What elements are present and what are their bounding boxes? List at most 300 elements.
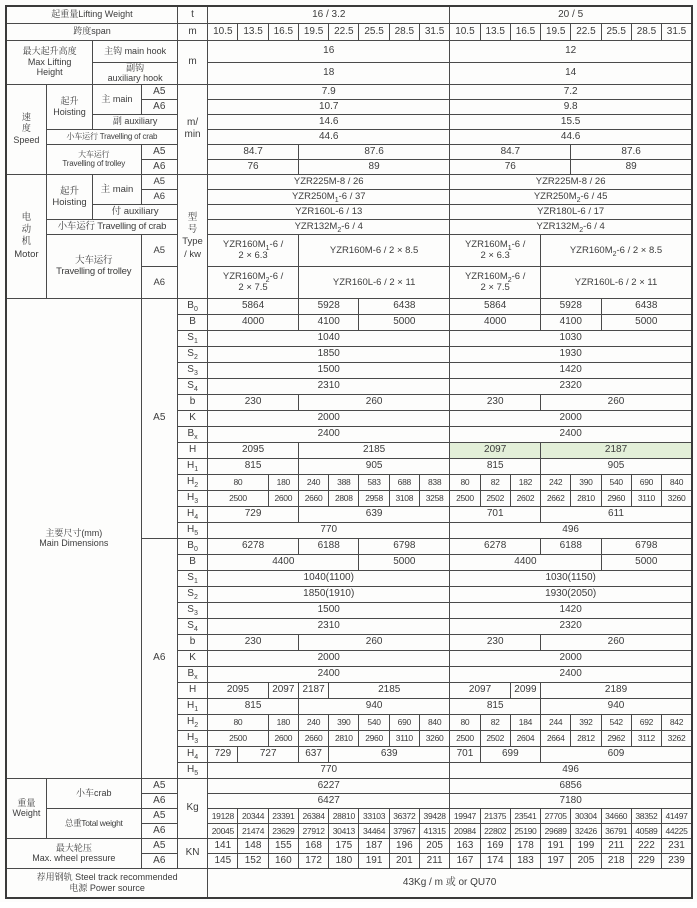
cell: 540 <box>601 474 631 490</box>
dim-s1: $S_1$ <box>177 330 207 346</box>
cell: 260 <box>298 634 449 650</box>
grade-a6: A6 <box>141 853 177 868</box>
cell: 23391 <box>268 808 298 823</box>
cell: $YZR160M_2-6 / 2 \times 8.5$ <box>541 234 692 266</box>
cell: 30413 <box>329 823 359 838</box>
cell: 28.5 <box>389 23 419 40</box>
label-weight: 重量 Weight <box>6 778 46 838</box>
cell: 1030 <box>450 330 692 346</box>
cell: 239 <box>662 853 692 868</box>
cell: 13.5 <box>480 23 510 40</box>
cell: 2310 <box>208 378 450 394</box>
cell: 4400 <box>450 554 601 570</box>
unit-m: m <box>177 40 207 84</box>
cell: 32426 <box>571 823 601 838</box>
table-row <box>6 234 692 266</box>
cell: 10.5 <box>450 23 480 40</box>
cell: 80 <box>208 474 269 490</box>
cell: 21474 <box>238 823 268 838</box>
cell: 7.2 <box>450 84 692 99</box>
cell: 27912 <box>298 823 328 838</box>
cell: 2310 <box>208 618 450 634</box>
cell: $YZR132M_2-6 / 4$ <box>450 219 692 234</box>
dim-h2: $H_2$ <box>177 714 207 730</box>
cell: 815 <box>208 698 299 714</box>
cell: 496 <box>450 522 692 538</box>
dim-h1: $H_1$ <box>177 458 207 474</box>
cell: 244 <box>541 714 571 730</box>
cell: 2000 <box>450 650 692 666</box>
cell: 169 <box>480 838 510 853</box>
grade-a6: A6 <box>141 189 177 204</box>
cell: 3262 <box>662 730 692 746</box>
cell: 34660 <box>601 808 631 823</box>
cell: 163 <box>450 838 480 853</box>
highlighted-cell-2187: 2187 <box>541 442 692 458</box>
cell: 2602 <box>510 490 540 506</box>
label-max-lifting-height: 最大起升高度 Max Lifting Height <box>6 40 93 84</box>
cell: 6856 <box>450 778 692 793</box>
cell: $YZR160M_2-6$ / 2 × 7.5 <box>450 266 541 298</box>
cell: 160 <box>268 853 298 868</box>
label-hoisting: 起升 Hoisting <box>46 84 92 129</box>
cell: 22.5 <box>329 23 359 40</box>
cell: 2500 <box>208 490 269 506</box>
label-auxiliary-hook: 副钩 auxiliary hook <box>93 62 178 84</box>
cell: YZR160L-6 / 2 × 11 <box>298 266 449 298</box>
dim-s3: $S_3$ <box>177 362 207 378</box>
cell: 2810 <box>571 490 601 506</box>
label-hoisting: 起升 Hoisting <box>46 174 92 219</box>
label-main: 主 main <box>93 84 141 114</box>
table-row <box>6 40 692 62</box>
cell: 701 <box>450 506 541 522</box>
table-row <box>6 23 692 40</box>
cell: 175 <box>329 838 359 853</box>
cell: 82 <box>480 714 510 730</box>
table-row <box>6 6 692 23</box>
cell: 240 <box>298 714 328 730</box>
cell: 152 <box>238 853 268 868</box>
cell: 2660 <box>298 730 328 746</box>
cell: 542 <box>601 714 631 730</box>
label-travelling-of-trolley: 大车运行 Travelling of trolley <box>46 234 141 298</box>
label-travelling-of-crab: 小车运行 Travelling of crab <box>46 129 177 144</box>
cell: YZR180L-6 / 17 <box>450 204 692 219</box>
table-row <box>6 808 692 823</box>
cell: 688 <box>389 474 419 490</box>
cell: 260 <box>298 394 449 410</box>
cell: 31.5 <box>419 23 449 40</box>
cell: 583 <box>359 474 389 490</box>
cell: YZR160M-6 / 2 × 8.5 <box>298 234 449 266</box>
cell: 1030(1150) <box>450 570 692 586</box>
cell: 840 <box>419 714 449 730</box>
dim-s4: $S_4$ <box>177 378 207 394</box>
cell: 1040(1100) <box>208 570 450 586</box>
cell: 180 <box>268 474 298 490</box>
cell: 905 <box>541 458 692 474</box>
label-steel-track-power-source: 荐用钢轨 Steel track recommended 电源 Power source <box>6 868 208 898</box>
grade-a5: A5 <box>141 234 177 266</box>
cell: 2187 <box>298 682 328 698</box>
cell: 2812 <box>571 730 601 746</box>
cell: 5864 <box>450 298 541 314</box>
cell: 815 <box>450 698 541 714</box>
cell: 815 <box>450 458 541 474</box>
cell: 2000 <box>208 410 450 426</box>
cell: 637 <box>298 746 328 762</box>
unit-kg: Kg <box>177 778 207 838</box>
cell: 20344 <box>238 808 268 823</box>
dim-k: K <box>177 650 207 666</box>
cell: 6798 <box>601 538 692 554</box>
cell: 167 <box>450 853 480 868</box>
label-span: 跨度span <box>6 23 177 40</box>
cell: 19.5 <box>298 23 328 40</box>
cell: 13.5 <box>238 23 268 40</box>
cell: 692 <box>631 714 661 730</box>
unit-m: m <box>177 23 207 40</box>
cell: 5000 <box>601 314 692 330</box>
cell: 14 <box>450 62 692 84</box>
cell: 218 <box>601 853 631 868</box>
cell: 41315 <box>419 823 449 838</box>
cell: 2320 <box>450 618 692 634</box>
cell: 10.5 <box>208 23 238 40</box>
unit-m-min: m/ min <box>177 84 207 174</box>
cell: 727 <box>238 746 299 762</box>
cell: 178 <box>510 838 540 853</box>
table-row <box>6 298 692 314</box>
cell: 390 <box>571 474 601 490</box>
cell: 3258 <box>419 490 449 506</box>
cell: 205 <box>419 838 449 853</box>
cell: 168 <box>298 838 328 853</box>
cell: 3260 <box>419 730 449 746</box>
cell: 16.5 <box>268 23 298 40</box>
cell: 76 <box>450 159 571 174</box>
dim-h4: $H_4$ <box>177 506 207 522</box>
cell: 211 <box>601 838 631 853</box>
table-row <box>6 838 692 853</box>
cell: 3108 <box>389 490 419 506</box>
cell: 196 <box>389 838 419 853</box>
cell: 16 <box>208 40 450 62</box>
dim-s2: $S_2$ <box>177 346 207 362</box>
cell: 2097 <box>268 682 298 698</box>
cell: 2502 <box>480 490 510 506</box>
cell: 2185 <box>329 682 450 698</box>
cell: 230 <box>450 634 541 650</box>
dim-h: H <box>177 442 207 458</box>
cell: 6427 <box>208 793 450 808</box>
cell: 2400 <box>208 666 450 682</box>
label-max-wheel-pressure: 最大轮压 Max. wheel pressure <box>6 838 141 868</box>
cell: 15.5 <box>450 114 692 129</box>
cell: 145 <box>208 853 238 868</box>
cell: 2185 <box>298 442 449 458</box>
cell: 2600 <box>268 490 298 506</box>
dim-k: K <box>177 410 207 426</box>
grade-a6: A6 <box>141 538 177 778</box>
cell: 3110 <box>389 730 419 746</box>
cell: 20045 <box>208 823 238 838</box>
cell: 5000 <box>359 314 450 330</box>
cell: 25190 <box>510 823 540 838</box>
unit-type-kw: 型 号 Type / kw <box>177 174 207 298</box>
cell: 1930 <box>450 346 692 362</box>
label-main-hook: 主钩 main hook <box>93 40 178 62</box>
cell: 540 <box>359 714 389 730</box>
cell: 392 <box>571 714 601 730</box>
cell: 19128 <box>208 808 238 823</box>
cell: 388 <box>329 474 359 490</box>
cell: 197 <box>541 853 571 868</box>
cell: 1420 <box>450 362 692 378</box>
cell: 27705 <box>541 808 571 823</box>
cell: 80 <box>450 474 480 490</box>
cell: YZR225M-8 / 26 <box>450 174 692 189</box>
cell: 20984 <box>450 823 480 838</box>
cell: 205 <box>571 853 601 868</box>
cell: 4100 <box>298 314 359 330</box>
grade-a6: A6 <box>141 159 177 174</box>
cell: 23629 <box>268 823 298 838</box>
cell: 2660 <box>298 490 328 506</box>
cell: 2320 <box>450 378 692 394</box>
cell: 84.7 <box>208 144 299 159</box>
cell: 639 <box>329 746 450 762</box>
cell: 37967 <box>389 823 419 838</box>
dim-h4: $H_4$ <box>177 746 207 762</box>
table-row <box>6 174 692 189</box>
cell: YZR160L-6 / 2 × 11 <box>541 266 692 298</box>
cell: 22802 <box>480 823 510 838</box>
dim-s3: $S_3$ <box>177 602 207 618</box>
cell: 199 <box>571 838 601 853</box>
cell: 230 <box>450 394 541 410</box>
dim-s4: $S_4$ <box>177 618 207 634</box>
cell: 701 <box>450 746 480 762</box>
cell: 191 <box>541 838 571 853</box>
grade-a5: A5 <box>141 838 177 853</box>
dim-h: H <box>177 682 207 698</box>
label-auxiliary: 副 auxiliary <box>93 114 178 129</box>
table-row <box>6 84 692 99</box>
cell: 6278 <box>208 538 299 554</box>
cell: $YZR250M_2-6 / 45$ <box>450 189 692 204</box>
cell: 6798 <box>359 538 450 554</box>
dim-b: B <box>177 554 207 570</box>
cell: 87.6 <box>571 144 692 159</box>
dim-b0: $B_0$ <box>177 538 207 554</box>
cell: 2500 <box>450 490 480 506</box>
label-auxiliary: 付 auxiliary <box>93 204 178 219</box>
cell: 44.6 <box>208 129 450 144</box>
cell: 940 <box>298 698 449 714</box>
cell: 19947 <box>450 808 480 823</box>
unit-kn: KN <box>177 838 207 868</box>
label-lifting-weight: 起重量Lifting Weight <box>6 6 177 23</box>
label-travelling-of-trolley: 大车运行 Travelling of trolley <box>46 144 141 174</box>
cell: 4400 <box>208 554 359 570</box>
cell: 838 <box>419 474 449 490</box>
cell: YZR225M-8 / 26 <box>208 174 450 189</box>
cell: 22.5 <box>571 23 601 40</box>
dim-bx: $B_x$ <box>177 666 207 682</box>
cell: 41497 <box>662 808 692 823</box>
cell: 3260 <box>662 490 692 506</box>
cell: 180 <box>329 853 359 868</box>
cell: $YZR160M_1-6$ / 2 × 6.3 <box>208 234 299 266</box>
cell: 82 <box>480 474 510 490</box>
table-row <box>6 219 692 234</box>
capacity-20-5: 20 / 5 <box>450 6 692 23</box>
cell: 155 <box>268 838 298 853</box>
cell: 25.5 <box>359 23 389 40</box>
cell: 28810 <box>329 808 359 823</box>
cell: 2664 <box>541 730 571 746</box>
cell: $YZR160M_1-6$ / 2 × 6.3 <box>450 234 541 266</box>
cell: 25.5 <box>601 23 631 40</box>
cell: 31.5 <box>662 23 692 40</box>
cell: 260 <box>541 394 692 410</box>
cell: 36372 <box>389 808 419 823</box>
cell: 6278 <box>450 538 541 554</box>
cell: 9.8 <box>450 99 692 114</box>
cell: 770 <box>208 762 450 778</box>
cell: 242 <box>541 474 571 490</box>
cell: 6188 <box>541 538 602 554</box>
cell: 7180 <box>450 793 692 808</box>
label-total-weight: 总重Total weight <box>46 808 141 838</box>
cell: 5928 <box>541 298 602 314</box>
label-speed: 速 度 Speed <box>6 84 46 174</box>
cell: 84.7 <box>450 144 571 159</box>
cell: 2400 <box>450 666 692 682</box>
cell: 240 <box>298 474 328 490</box>
cell: 30304 <box>571 808 601 823</box>
unit-t: t <box>177 6 207 23</box>
cell: 2962 <box>601 730 631 746</box>
cell: 770 <box>208 522 450 538</box>
cell: 699 <box>480 746 541 762</box>
dim-h1: $H_1$ <box>177 698 207 714</box>
cell: 3110 <box>631 490 661 506</box>
dim-h3: $H_3$ <box>177 490 207 506</box>
spec-table <box>5 5 693 899</box>
cell: 2604 <box>510 730 540 746</box>
cell: 187 <box>359 838 389 853</box>
cell: 184 <box>510 714 540 730</box>
cell: 6438 <box>359 298 450 314</box>
cell: 2810 <box>329 730 359 746</box>
cell: 690 <box>389 714 419 730</box>
cell: 1420 <box>450 602 692 618</box>
dim-h5: $H_5$ <box>177 522 207 538</box>
cell: 1850 <box>208 346 450 362</box>
cell: 26384 <box>298 808 328 823</box>
cell: 2502 <box>480 730 510 746</box>
cell: 191 <box>359 853 389 868</box>
cell: 89 <box>298 159 449 174</box>
cell: $YZR160M_2-6$ / 2 × 7.5 <box>208 266 299 298</box>
cell: 1500 <box>208 602 450 618</box>
cell: 4000 <box>208 314 299 330</box>
dim-s1: $S_1$ <box>177 570 207 586</box>
grade-a6: A6 <box>141 266 177 298</box>
label-travelling-of-crab: 小车运行 Travelling of crab <box>46 219 177 234</box>
cell: 230 <box>208 634 299 650</box>
label-crab: 小车crab <box>46 778 141 808</box>
dim-h3: $H_3$ <box>177 730 207 746</box>
cell: 1500 <box>208 362 450 378</box>
cell: 496 <box>450 762 692 778</box>
label-motor: 电 动 机 Motor <box>6 174 46 298</box>
cell: 2400 <box>450 426 692 442</box>
cell: 6438 <box>601 298 692 314</box>
table-row <box>6 778 692 793</box>
dim-s2: $S_2$ <box>177 586 207 602</box>
table-row <box>6 144 692 159</box>
label-main-dimensions: 主要尺寸(mm) Main Dimensions <box>6 298 141 778</box>
cell: 2095 <box>208 682 269 698</box>
cell: $YZR250M_1-6 / 37$ <box>208 189 450 204</box>
cell: 840 <box>662 474 692 490</box>
highlighted-cell-2097: 2097 <box>450 442 541 458</box>
cell: 229 <box>631 853 661 868</box>
cell: 16.5 <box>510 23 540 40</box>
cell: 729 <box>208 506 299 522</box>
cell: 14.6 <box>208 114 450 129</box>
cell: 141 <box>208 838 238 853</box>
cell: 6227 <box>208 778 450 793</box>
cell: 231 <box>662 838 692 853</box>
cell: 12 <box>450 40 692 62</box>
cell: 2500 <box>450 730 480 746</box>
cell: 23541 <box>510 808 540 823</box>
grade-a5: A5 <box>141 144 177 159</box>
cell: 80 <box>208 714 269 730</box>
cell: 842 <box>662 714 692 730</box>
cell: 28.5 <box>631 23 661 40</box>
cell: 2097 <box>450 682 511 698</box>
cell: 211 <box>419 853 449 868</box>
cell: 76 <box>208 159 299 174</box>
cell: 183 <box>510 853 540 868</box>
grade-a6: A6 <box>141 99 177 114</box>
cell: 7.9 <box>208 84 450 99</box>
table-row <box>6 62 692 84</box>
spec-table-body <box>6 6 692 898</box>
cell: 390 <box>329 714 359 730</box>
dim-bsmall: b <box>177 394 207 410</box>
cell: 44.6 <box>450 129 692 144</box>
cell: 148 <box>238 838 268 853</box>
cell: 2960 <box>601 490 631 506</box>
cell: 230 <box>208 394 299 410</box>
cell: 4000 <box>450 314 541 330</box>
cell: 1040 <box>208 330 450 346</box>
cell: 34464 <box>359 823 389 838</box>
cell: 18 <box>208 62 450 84</box>
cell: 33103 <box>359 808 389 823</box>
dim-bx: $B_x$ <box>177 426 207 442</box>
cell: 10.7 <box>208 99 450 114</box>
cell: 87.6 <box>298 144 449 159</box>
label-main: 主 main <box>93 174 141 204</box>
